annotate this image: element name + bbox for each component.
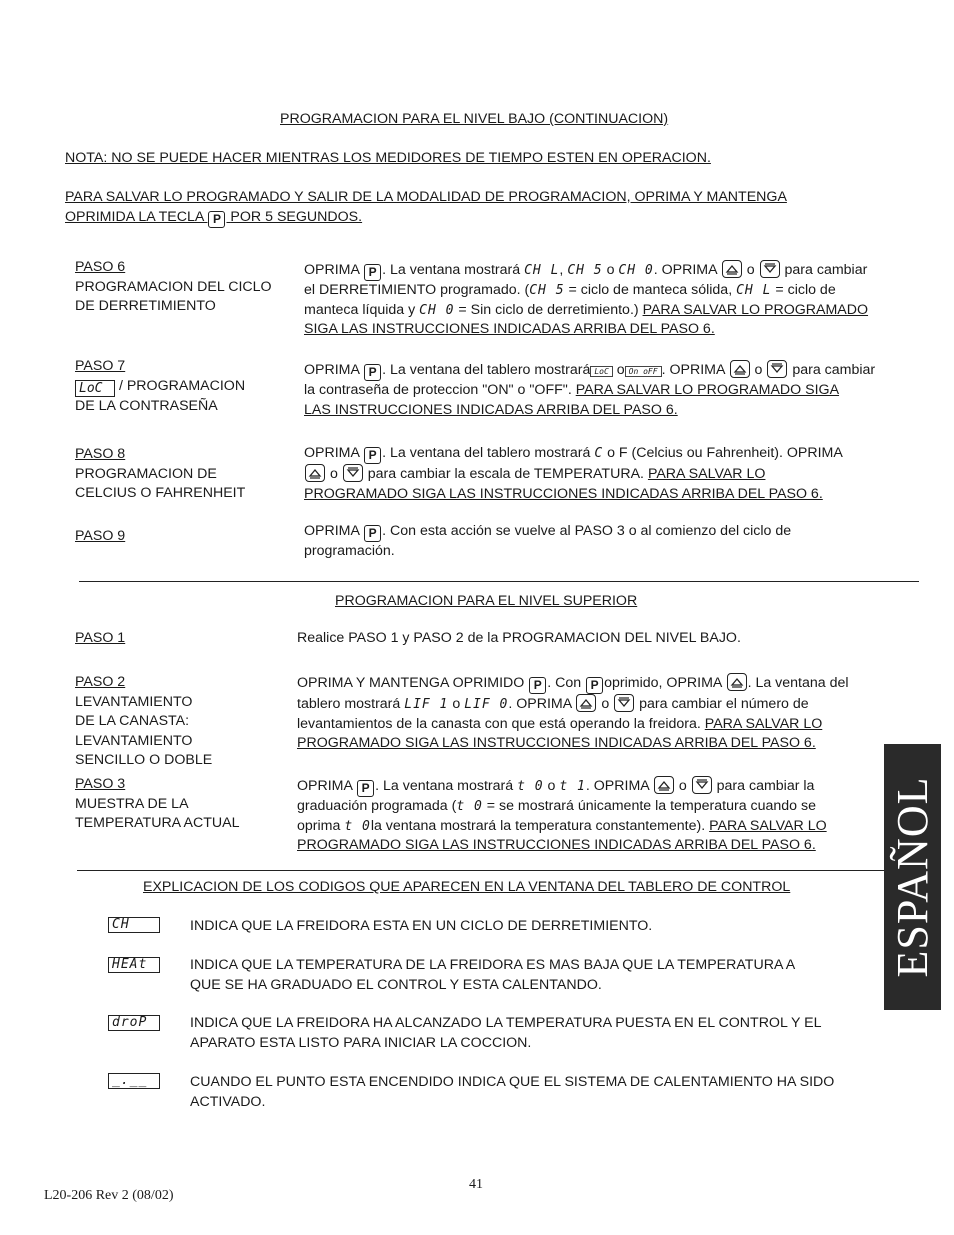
arrow-down-key-icon	[760, 260, 780, 278]
code-box-ch: CH	[108, 917, 160, 933]
arrow-up-key-icon	[727, 673, 747, 691]
step8-label: PASO 8 PROGRAMACION DE CELCIUS O FAHRENHEIT	[75, 446, 246, 502]
key-p-icon: P	[529, 677, 546, 694]
code-desc-dot: CUANDO EL PUNTO ESTA ENCENDIDO INDICA QUE EL SISTEMA DE CALENTAMIENTO HA SIDO ACTIVADO.	[190, 1074, 835, 1110]
upper-step3-label: PASO 3 MUESTRA DE LA TEMPERATURA ACTUAL	[75, 776, 240, 832]
upper-step1-label: PASO 1	[75, 630, 126, 646]
arrow-up-key-icon	[305, 464, 325, 482]
arrow-down-key-icon	[692, 776, 712, 794]
section-divider	[79, 581, 919, 582]
arrow-down-key-icon	[343, 464, 363, 482]
save-instructions-line2: OPRIMIDA LA TECLA P POR 5 SEGUNDOS.	[65, 209, 363, 226]
code-desc-heat: INDICA QUE LA TEMPERATURA DE LA FREIDORA ES MAS BAJA QUE LA TEMPERATURA A QUE SE HA GRADUADO EL CONTROL Y ESTA CALENTANDO.	[190, 957, 796, 993]
section-divider	[77, 870, 885, 871]
step6-label: PASO 6 PROGRAMACION DEL CICLO DE DERRETIMIENTO	[75, 259, 272, 315]
step7-label: PASO 7 LoC / PROGRAMACION DE LA CONTRASEÑA	[75, 358, 246, 414]
key-p-icon: P	[364, 525, 381, 542]
key-p-icon: P	[208, 211, 225, 228]
code-desc-drop: INDICA QUE LA FREIDORA HA ALCANZADO LA TEMPERATURA PUESTA EN EL CONTROL Y EL APARATO ESTA LISTO PARA INICIAR LA COCCION.	[190, 1015, 822, 1051]
code-box-drop: droP	[108, 1015, 160, 1031]
upper-step2-label: PASO 2 LEVANTAMIENTO DE LA CANASTA: LEVANTAMIENTO SENCILLO O DOBLE	[75, 674, 213, 769]
codes-title: EXPLICACION DE LOS CODIGOS QUE APARECEN EN LA VENTANA DEL TABLERO DE CONTROL	[143, 879, 791, 895]
language-side-tab: ESPAÑOL	[884, 744, 941, 1010]
key-p-icon: P	[364, 364, 381, 381]
code-box-heat: HEAt	[108, 957, 160, 973]
arrow-up-key-icon	[654, 776, 674, 794]
upper-step3-text: OPRIMA P . La ventana mostrará t 0 o t 1. OPRIMA o para cambiar la graduación programada (t 0 = se mostrará únicamente la temperatura cuando se oprima t 0la ventana mostrará la temperatura constantemente). PARA SALVAR LO PROGRAMADO SIGA LAS INSTRUCCIONES INDICADAS ARRIBA DEL PASO 6.	[297, 778, 827, 854]
note-line: NOTA: NO SE PUEDE HACER MIENTRAS LOS MEDIDORES DE TIEMPO ESTEN EN OPERACION.	[65, 150, 711, 166]
arrow-up-key-icon	[576, 694, 596, 712]
save-instructions-line1: PARA SALVAR LO PROGRAMADO Y SALIR DE LA MODALIDAD DE PROGRAMACION, OPRIMA Y MANTENGA	[65, 189, 787, 205]
key-p-icon: P	[364, 264, 381, 281]
arrow-down-key-icon	[767, 360, 787, 378]
key-p-icon: P	[364, 447, 381, 464]
step6-text: OPRIMA P . La ventana mostrará CH L, CH 5 o CH 0. OPRIMA o para cambiar el DERRETIMIENTO programado. (CH 5 = ciclo de manteca sólida, CH L = ciclo de manteca líquida y CH 0 = Sin ciclo de derretimiento.) PARA SALVAR LO PROGRAMADO SIGA LAS INSTRUCCIONES INDICADAS ARRIBA DEL PASO 6.	[304, 262, 869, 338]
document-reference: L20-206 Rev 2 (08/02)	[44, 1188, 174, 1203]
upper-step2-text: OPRIMA Y MANTENGA OPRIMIDO P . Con P oprimido, OPRIMA . La ventana del tablero mostrará LIF 1 o LIF 0. OPRIMA o para cambiar el número de levantamientos de la canasta con que está operando la freidora. PARA SALVAR LO PROGRAMADO SIGA LAS INSTRUCCIONES INDICADAS ARRIBA DEL PASO 6.	[297, 675, 849, 752]
key-p-icon: P	[357, 780, 374, 797]
step7-text: OPRIMA P . La ventana del tablero mostrará LoC o On oFF . OPRIMA o para cambiar la contraseña de proteccion "ON" o "OFF". PARA SALVAR LO PROGRAMADO SIGA LAS INSTRUCCIONES INDICADAS ARRIBA DEL PASO 6.	[304, 362, 876, 418]
step9-text: OPRIMA P . Con esta acción se vuelve al PASO 3 o al comienzo del ciclo de programación.	[304, 523, 792, 559]
step9-label: PASO 9	[75, 528, 126, 544]
page-number: 41	[469, 1177, 483, 1192]
upper-step1-text: Realice PASO 1 y PASO 2 de la PROGRAMACION DEL NIVEL BAJO.	[297, 630, 741, 646]
loc-code-box: LoC	[75, 380, 115, 397]
upper-level-title: PROGRAMACION PARA EL NIVEL SUPERIOR	[335, 593, 638, 609]
code-desc-ch: INDICA QUE LA FREIDORA ESTA EN UN CICLO DE DERRETIMIENTO.	[190, 918, 653, 934]
low-level-cont-title: PROGRAMACION PARA EL NIVEL BAJO (CONTINUACION)	[280, 111, 669, 127]
key-p-icon: P	[586, 677, 603, 694]
code-box-dot: _.__	[108, 1073, 160, 1089]
arrow-up-key-icon	[730, 360, 750, 378]
arrow-up-key-icon	[722, 260, 742, 278]
arrow-down-key-icon	[614, 694, 634, 712]
step8-text: OPRIMA P . La ventana del tablero mostrará C o F (Celcius ou Fahrenheit). OPRIMA o para cambiar la escala de TEMPERATURA. PARA SALVAR LO PROGRAMADO SIGA LAS INSTRUCCIONES INDICADAS ARRIBA DEL PASO 6.	[304, 445, 843, 502]
